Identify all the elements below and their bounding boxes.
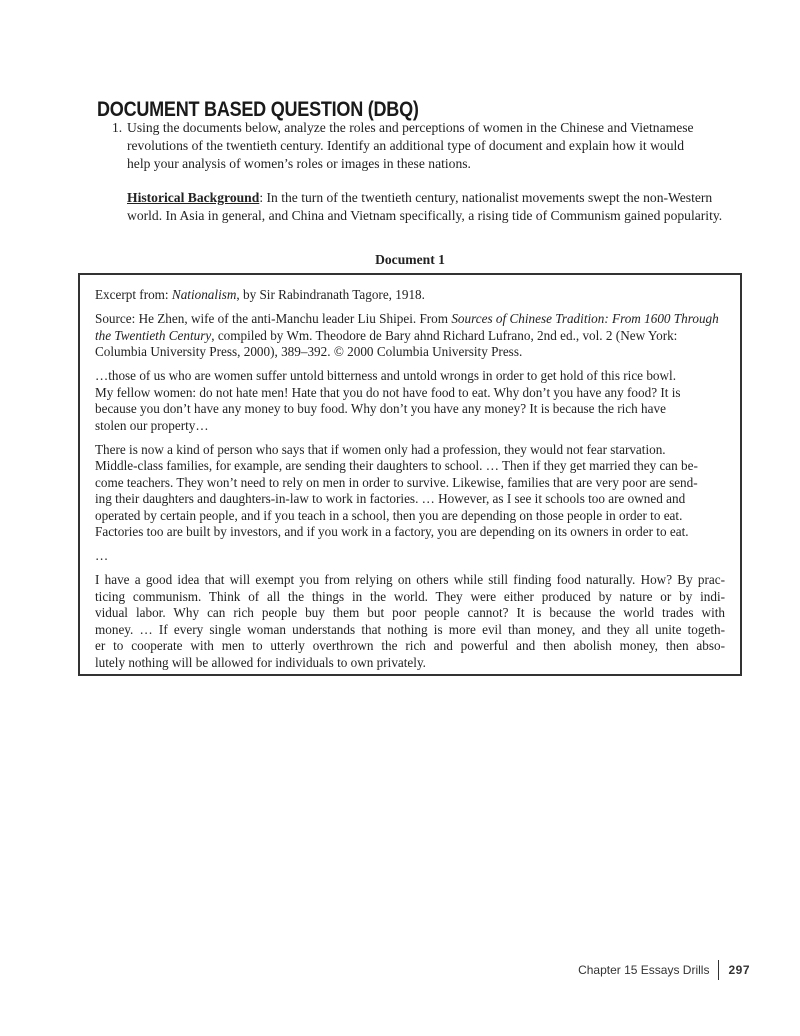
source-text: Source: He Zhen, wife of the anti-Manchu leader Liu Shipei. From — [95, 311, 452, 326]
historical-background — [127, 189, 722, 225]
paragraph-line: operated by certain people, and if you teach in a school, then you are depending on those people in order to eat. — [95, 507, 683, 523]
paragraph-line: stolen our property… — [95, 417, 209, 433]
paragraph-line: Middle-class families, for example, are sending their daughters to school. … Then if they get married they can be- — [95, 458, 698, 473]
footer-divider — [718, 960, 719, 980]
source-text: , compiled by Wm. Theodore de Bary ahnd Richard Lufrano, 2nd ed., vol. 2 (New York: — [211, 327, 678, 343]
question-line: Using the documents below, analyze the roles and perceptions of women in the Chinese and Vietnamese — [127, 120, 694, 135]
paragraph-line: I have a good idea that will exempt you from relying on others while still finding food naturally. How? By prac- — [95, 572, 725, 587]
chapter-label: Chapter 15 Essays Drills — [578, 963, 710, 977]
paragraph-line: There is now a kind of person who says that if women only had a profession, they would not fear starvation. — [95, 441, 666, 457]
paragraph-line: …those of us who are women suffer untold bitterness and untold wrongs in order to get hold of this rice bowl. — [95, 368, 677, 383]
document-paragraph — [95, 572, 725, 671]
paragraph-line: … — [95, 548, 109, 563]
source-title: the Twentieth Century — [95, 327, 212, 343]
excerpt-prefix: Excerpt from: — [95, 287, 172, 302]
document-paragraph — [95, 368, 725, 434]
page-footer — [578, 960, 750, 980]
document-label: Document 1 — [375, 252, 445, 267]
paragraph-line: My fellow women: do not hate men! Hate that you do not have food to eat. Why don’t you have any food? It is — [95, 384, 681, 400]
question-line: help your analysis of women’s roles or images in these nations. — [127, 156, 471, 171]
paragraph-line: come teachers. They won’t need to rely on men in order to survive. Likewise, families that are very poor are send- — [95, 474, 698, 490]
background-text: : In the turn of the twentieth century, nationalist movements swept the non-Western — [259, 190, 713, 205]
source-title: Sources of Chinese Tradition: From 1600 Through — [451, 311, 719, 326]
excerpt-citation — [95, 287, 725, 304]
document-box — [78, 273, 742, 676]
question-1 — [112, 119, 722, 225]
page-title: DOCUMENT BASED QUESTION (DBQ) — [97, 98, 419, 121]
paragraph-line: money. … If every single woman understands that nothing is more evil than money, and they all unite togeth- — [95, 621, 725, 637]
question-number: 1. — [112, 120, 123, 135]
page-number: 297 — [728, 963, 750, 977]
paragraph-line: because you don’t have any money to buy food. Why don’t you have any money? It is because the rich have — [95, 401, 666, 416]
excerpt-suffix: , by Sir Rabindranath Tagore, 1918. — [236, 287, 425, 302]
document-paragraph — [95, 548, 725, 565]
paragraph-line: Factories too are built by investors, and if you work in a factory, you are depending on its owners in order to eat. — [95, 524, 689, 539]
paragraph-line: er to cooperate with men to utterly overthrown the rich and powerful and then abolish money, then abso- — [95, 638, 725, 653]
background-label: Historical Background — [127, 190, 260, 205]
document-paragraph — [95, 442, 725, 541]
background-text: world. In Asia in general, and China and Vietnam specifically, a rising tide of Communism gained popularity. — [127, 208, 723, 223]
paragraph-line: ing their daughters and daughters-in-law to work in factories. … However, as I see it schools too are owned and — [95, 491, 686, 506]
paragraph-line: lutely nothing will be allowed for individuals to own privately. — [95, 654, 426, 670]
source-text: Columbia University Press, 2000), 389–392. © 2000 Columbia University Press. — [95, 344, 523, 359]
question-line: revolutions of the twentieth century. Identify an additional type of document and explain how it would — [127, 138, 685, 153]
paragraph-line: vidual labor. Why can rich people buy them but poor people cannot? It is because the world trades with — [95, 605, 725, 620]
excerpt-title: Nationalism — [171, 287, 237, 302]
source-citation — [95, 311, 725, 361]
paragraph-line: ticing communism. Think of all the things in the world. They were either produced by nature or by indi- — [95, 588, 725, 604]
